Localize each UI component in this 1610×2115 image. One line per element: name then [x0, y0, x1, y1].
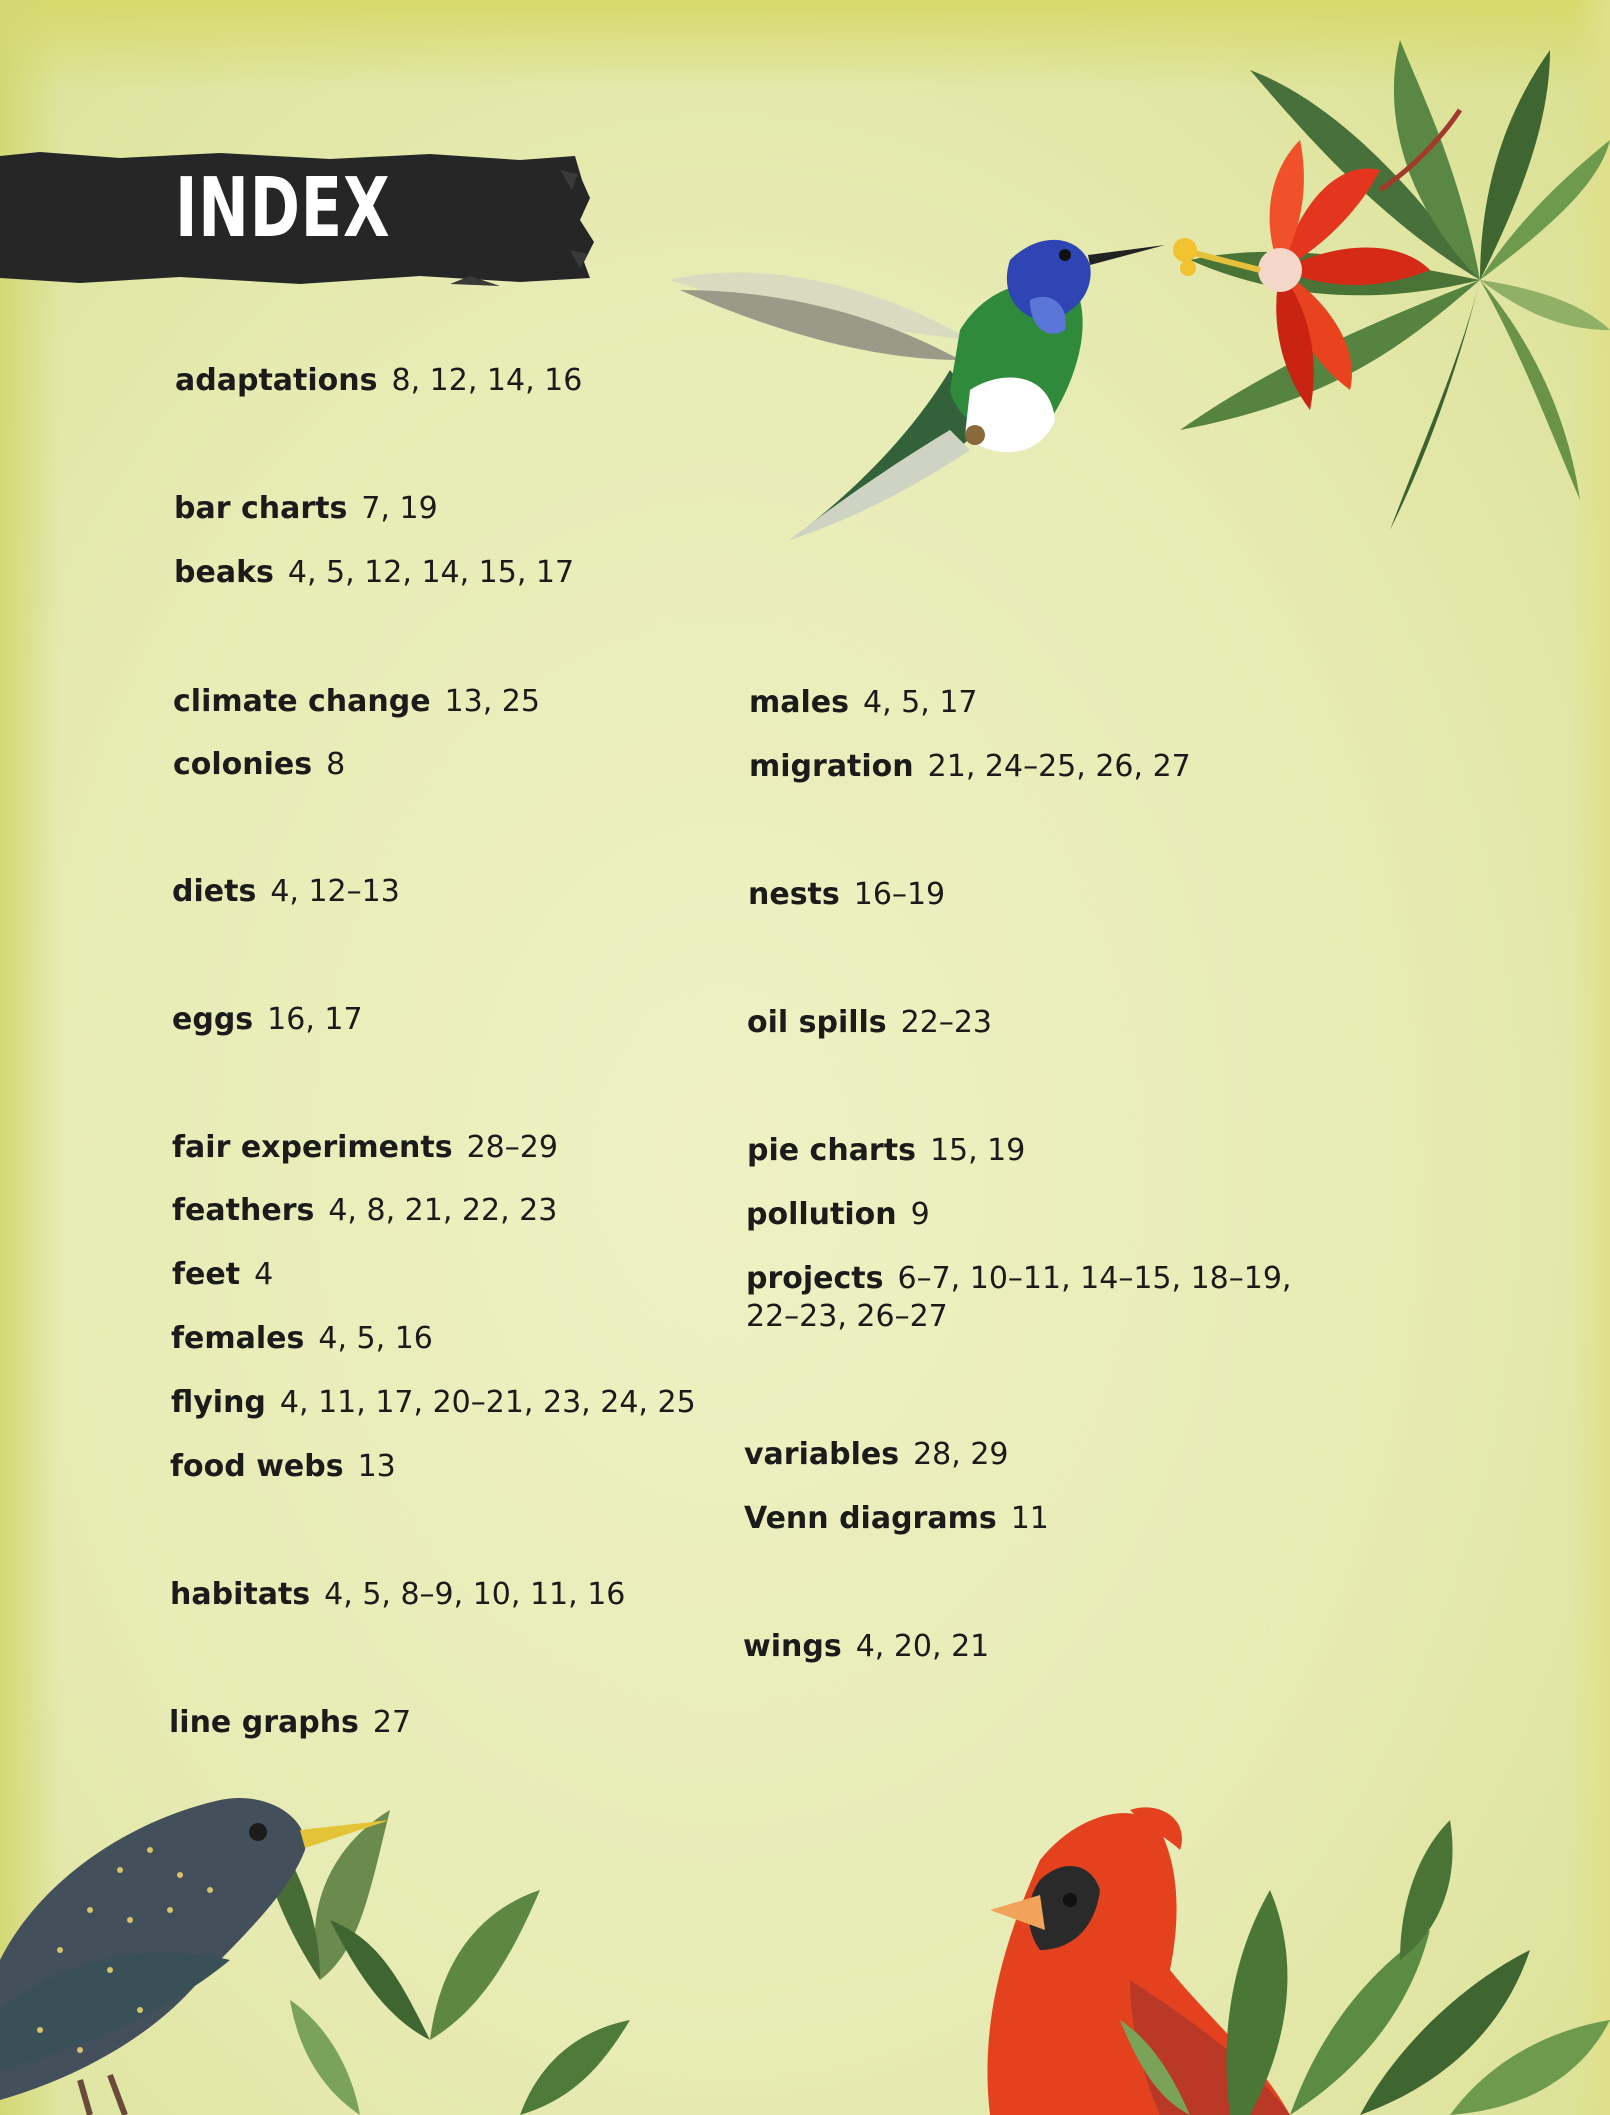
entry-term: Venn diagrams — [744, 1501, 997, 1536]
entry-pages: 4, 5, 12, 14, 15, 17 — [287, 555, 575, 590]
index-entry — [749, 748, 1191, 786]
index-entry — [172, 1001, 363, 1039]
entry-pages: 4, 12–13 — [270, 874, 400, 909]
index-entry — [748, 876, 945, 914]
entry-term: pie charts — [747, 1133, 916, 1168]
entry-term: climate change — [173, 684, 431, 719]
index-entry — [169, 1704, 411, 1742]
index-entry — [172, 1192, 557, 1230]
entry-term: projects — [746, 1261, 884, 1296]
entry-term: eggs — [172, 1002, 254, 1037]
entry-term: food webs — [170, 1449, 344, 1484]
index-entry — [747, 1004, 992, 1042]
entry-pages: 6–7, 10–11, 14–15, 18–19, — [897, 1261, 1292, 1296]
entry-pages: 22–23 — [900, 1005, 993, 1040]
entry-pages: 9 — [910, 1197, 930, 1232]
index-entry — [171, 1320, 433, 1358]
index-entry — [173, 683, 540, 721]
entry-pages: 7, 19 — [361, 491, 438, 526]
entry-term: bar charts — [174, 491, 348, 526]
entry-pages: 15, 19 — [929, 1133, 1026, 1168]
entry-term: feathers — [172, 1193, 315, 1228]
entry-pages: 4, 11, 17, 20–21, 23, 24, 25 — [279, 1385, 696, 1420]
index-entry — [743, 1628, 989, 1666]
index-entry — [747, 1132, 1025, 1170]
entry-term: oil spills — [747, 1005, 887, 1040]
entry-pages: 13, 25 — [444, 684, 540, 719]
index-entry — [172, 1256, 273, 1294]
index-entry — [170, 1448, 396, 1486]
entry-term: flying — [171, 1385, 266, 1420]
entry-term: feet — [172, 1257, 241, 1292]
entry-pages: 21, 24–25, 26, 27 — [927, 749, 1191, 784]
entry-pages: 16, 17 — [267, 1002, 363, 1037]
entry-pages: 16–19 — [853, 877, 946, 912]
entry-term: fair experiments — [172, 1130, 453, 1165]
index-entry — [175, 362, 582, 400]
index-entry — [746, 1260, 1291, 1335]
entry-pages: 8 — [326, 747, 346, 782]
page-title: INDEX — [175, 161, 391, 256]
index-entry — [744, 1500, 1049, 1538]
entry-pages: 27 — [372, 1705, 412, 1740]
entry-term: beaks — [174, 555, 274, 590]
entry-pages: 4, 5, 17 — [863, 685, 978, 720]
cardinal-icon — [930, 1800, 1610, 2115]
index-entry — [749, 684, 978, 722]
entry-pages: 8, 12, 14, 16 — [391, 363, 583, 398]
entry-term: diets — [172, 874, 257, 909]
entry-term: pollution — [746, 1197, 897, 1232]
entry-pages: 4, 5, 8–9, 10, 11, 16 — [324, 1577, 626, 1612]
entry-pages: 4, 5, 16 — [318, 1321, 433, 1356]
entry-term: habitats — [170, 1577, 311, 1612]
index-entry — [174, 554, 574, 592]
entry-pages: 28, 29 — [913, 1437, 1009, 1472]
entry-pages: 28–29 — [466, 1130, 558, 1165]
entry-pages: 4 — [254, 1257, 274, 1292]
index-entry — [746, 1196, 930, 1234]
entry-term: nests — [748, 877, 840, 912]
entry-term: adaptations — [175, 363, 378, 398]
index-entry — [173, 746, 345, 784]
index-entry — [172, 1129, 558, 1167]
entry-pages: 4, 20, 21 — [855, 1629, 990, 1664]
index-entry — [744, 1436, 1009, 1474]
starling-icon — [0, 1780, 640, 2115]
index-entry — [171, 1384, 696, 1422]
entry-term: males — [749, 685, 849, 720]
index-entry — [170, 1576, 625, 1614]
entry-term: variables — [744, 1437, 900, 1472]
entry-term: females — [171, 1321, 305, 1356]
entry-term: wings — [743, 1629, 842, 1664]
entry-term: line graphs — [169, 1705, 359, 1740]
hummingbird-icon — [670, 220, 1170, 560]
entry-pages-continued: 22–23, 26–27 — [746, 1298, 948, 1334]
entry-pages: 11 — [1010, 1501, 1049, 1536]
entry-term: colonies — [173, 747, 313, 782]
entry-term: migration — [749, 749, 914, 784]
entry-pages: 13 — [357, 1449, 396, 1484]
index-entry — [172, 873, 400, 911]
index-entry — [174, 490, 438, 528]
entry-pages: 4, 8, 21, 22, 23 — [328, 1193, 558, 1228]
